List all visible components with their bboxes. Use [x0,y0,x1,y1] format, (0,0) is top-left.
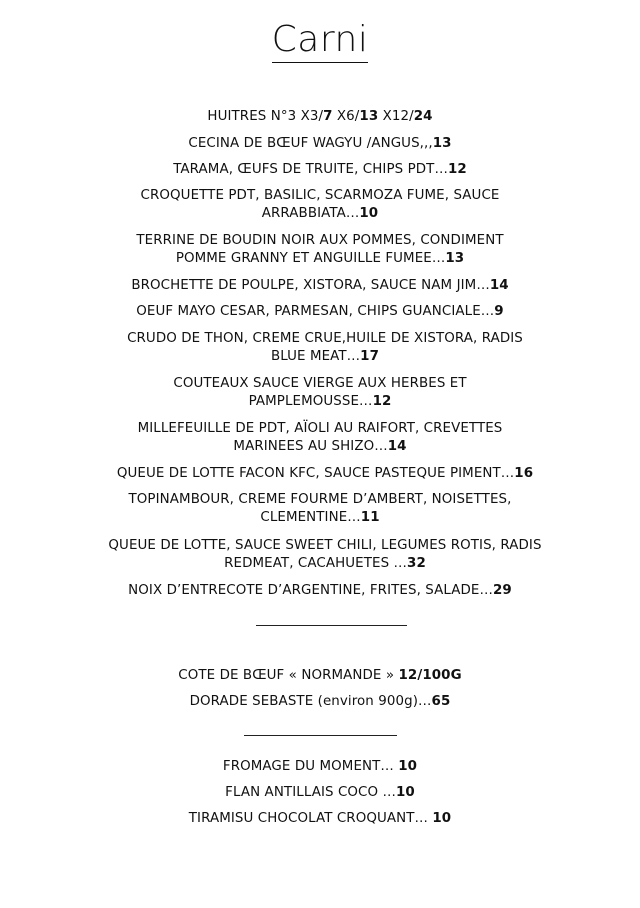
menu-item-price: 12 [447,162,467,177]
menu-text: CLEMENTINE… [260,510,361,525]
menu-item-cecina [100,135,540,153]
menu-item-price: 29 [492,583,512,598]
menu-item-croquette [100,187,540,223]
menu-item-oeuf-mayo [100,303,540,321]
menu-title: Carni [272,18,369,63]
menu-item-fromage [100,758,540,776]
menu-text: X12/ [378,109,414,124]
menu-text: PAMPLEMOUSSE… [248,394,373,409]
menu-item-flan [100,784,540,802]
menu-text: OEUF MAYO CESAR, PARMESAN, CHIPS GUANCIALE… [136,304,495,319]
menu-text: DORADE SEBASTE (environ 900g)… [189,694,432,709]
menu-item-tarama [100,161,540,179]
menu-item-price: 16 [514,466,534,481]
menu-item-price: 17 [360,349,380,364]
menu-text: 7 [323,109,333,124]
menu-text: TERRINE DE BOUDIN NOIR AUX POMMES, CONDIMENT [136,233,504,248]
menu-text: NOIX D’ENTRECOTE D’ARGENTINE, FRITES, SALADE… [128,583,493,598]
menu-item-price: 65 [431,694,451,709]
section-divider [244,735,397,736]
menu-item-price: 13 [432,136,452,151]
menu-text: BLUE MEAT… [270,349,361,364]
menu-item-terrine [100,232,540,268]
section-divider [256,625,407,626]
menu-item-price: 10 [396,785,415,800]
menu-text: FLAN ANTILLAIS COCO … [225,785,396,800]
menu-item-brochette [100,277,540,295]
menu-item-huitres [100,108,540,126]
menu-item-tiramisu [100,810,540,828]
menu-text: 13 [359,109,379,124]
menu-text: POMME GRANNY ET ANGUILLE FUMEE… [175,251,446,266]
menu-text: COTE DE BŒUF « NORMANDE » [178,668,399,683]
menu-item-price: 12/100G [398,668,462,683]
menu-text: REDMEAT, CACAHUETES … [224,556,408,571]
menu-item-entrecote [100,582,540,600]
menu-item-price: 14 [387,439,407,454]
menu-text: MARINEES AU SHIZO… [233,439,388,454]
menu-item-price: 10 [398,759,418,774]
menu-text: COUTEAUX SAUCE VIERGE AUX HERBES ET [173,376,467,391]
menu-text: TARAMA, ŒUFS DE TRUITE, CHIPS PDT… [173,162,448,177]
menu-item-price: 9 [494,304,504,319]
menu-text: X6/ [332,109,360,124]
menu-text: FROMAGE DU MOMENT… [222,759,399,774]
menu-item-crudo [88,330,562,366]
menu-text: QUEUE DE LOTTE, SAUCE SWEET CHILI, LEGUMES ROTIS, RADIS [108,538,542,553]
menu-text: MILLEFEUILLE DE PDT, AÏOLI AU RAIFORT, CREVETTES [137,421,503,436]
menu-text: BROCHETTE DE POULPE, XISTORA, SAUCE NAM JIM… [131,278,490,293]
menu-text: CECINA DE BŒUF WAGYU /ANGUS,,, [188,136,433,151]
menu-item-price: 10 [359,206,379,221]
menu-item-price: 11 [360,510,380,525]
menu-item-lotte-chili [88,537,562,573]
menu-text: CROQUETTE PDT, BASILIC, SCARMOZA FUME, SAUCE [140,188,500,203]
menu-text: CRUDO DE THON, CREME CRUE,HUILE DE XISTORA, RADIS [127,331,523,346]
menu-item-price: 13 [445,251,465,266]
menu-item-lotte-kfc [88,465,562,483]
menu-title-block [0,18,640,63]
menu-text: 24 [413,109,433,124]
menu-text: ARRABBIATA… [261,206,360,221]
menu-item-price: 32 [407,556,426,571]
menu-item-price: 12 [372,394,392,409]
menu-text: TIRAMISU CHOCOLAT CROQUANT… [188,811,433,826]
menu-text: TOPINAMBOUR, CREME FOURME D’AMBERT, NOISETTES, [128,492,512,507]
menu-item-millefeuille [100,420,540,456]
menu-text: HUITRES N°3 X3/ [207,109,324,124]
menu-item-price: 14 [489,278,509,293]
menu-text: QUEUE DE LOTTE FACON KFC, SAUCE PASTEQUE PIMENT… [116,466,515,481]
menu-item-dorade [100,693,540,711]
menu-item-cote-de-boeuf [100,667,540,685]
menu-item-topinambour [100,491,540,527]
menu-item-couteaux [100,375,540,411]
menu-item-price: 10 [432,811,452,826]
